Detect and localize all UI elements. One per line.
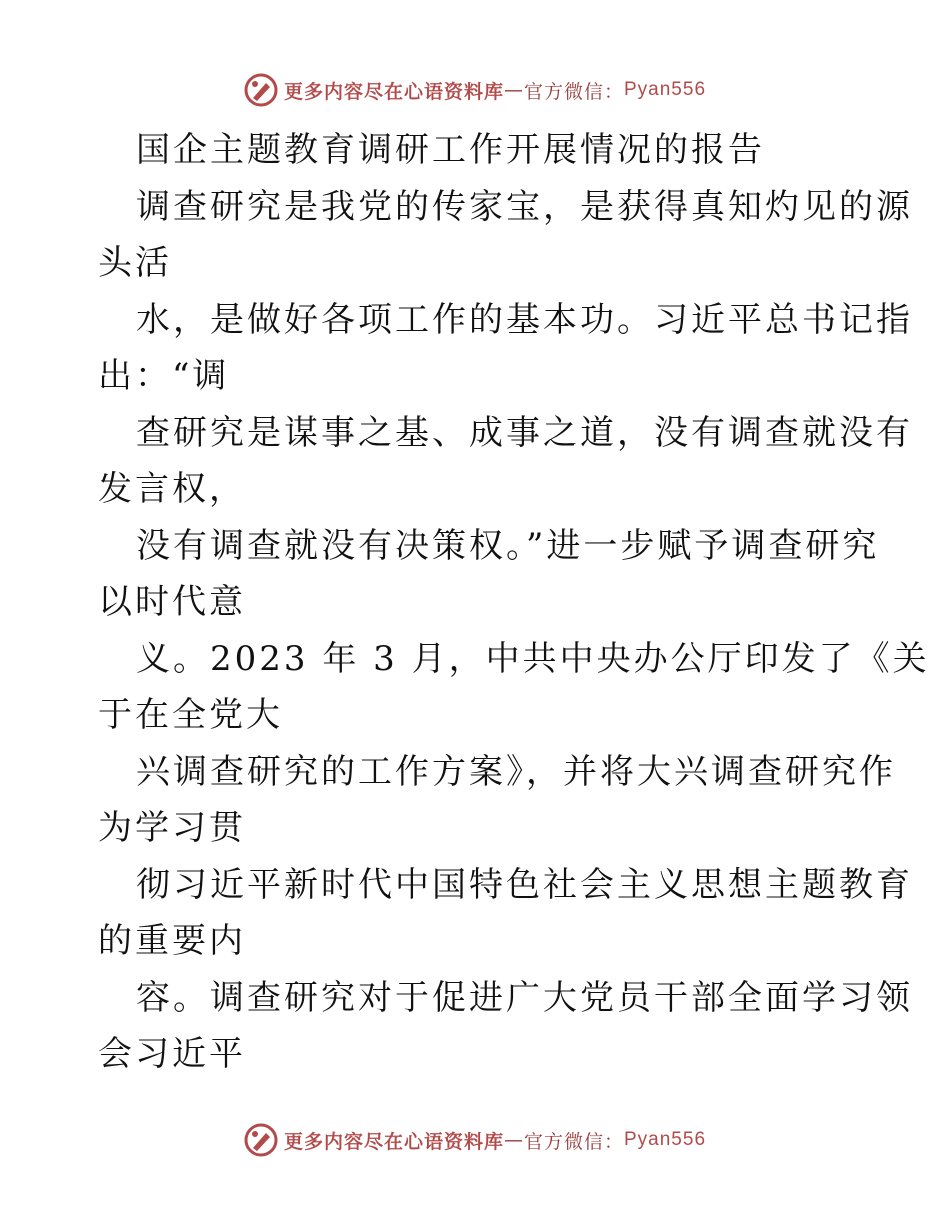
watermark-text: 更多内容尽在心语资料库 [283, 1130, 504, 1153]
pen-logo-icon [244, 73, 278, 107]
paragraph-line: 发言权， [98, 469, 246, 509]
paragraph-line: 为学习贯 [98, 808, 246, 848]
paragraph-line: 彻习近平新时代中国特色社会主义思想主题教育 [136, 864, 913, 905]
paragraph-line: 调查研究是我党的传家宝，是获得真知灼见的源 [136, 186, 913, 227]
watermark-separator: — [503, 1129, 524, 1151]
pen-logo-icon [244, 1123, 278, 1157]
watermark-separator: — [503, 79, 524, 101]
paragraph-line: 以时代意 [98, 582, 246, 622]
watermark-text: 更多内容尽在心语资料库 [283, 80, 504, 103]
paragraph-line: 会习近平 [98, 1034, 246, 1074]
paragraph-line: 查研究是谋事之基、成事之道，没有调查就没有 [136, 412, 913, 453]
paragraph-line: 兴调查研究的工作方案》，并将大兴调查研究作 [136, 751, 896, 792]
paragraph-line: 头活 [98, 243, 172, 283]
paragraph-line: 义。2023 年 3 月，中共中央办公厅印发了《关 [136, 638, 930, 679]
watermark-label: 官方微信： [523, 1130, 624, 1153]
watermark-banner-bottom [0, 1120, 950, 1160]
paragraph-line: 水，是做好各项工作的基本功。习近平总书记指 [136, 299, 913, 340]
paragraph-line: 容。调查研究对于促进广大党员干部全面学习领 [136, 977, 913, 1018]
paragraph-line: 的重要内 [98, 921, 246, 961]
paragraph-line: 没有调查就没有决策权。”进一步赋予调查研究 [136, 525, 880, 566]
watermark-banner-top [0, 70, 950, 110]
document-body [98, 122, 930, 1083]
paragraph-line: 于在全党大 [98, 695, 283, 735]
document-title: 国企主题教育调研工作开展情况的报告 [136, 130, 765, 170]
watermark-label: 官方微信： [523, 80, 624, 103]
watermark-account: Pyan556 [624, 79, 707, 100]
watermark-account: Pyan556 [624, 1129, 707, 1150]
paragraph-line: 出：“调 [98, 356, 230, 396]
